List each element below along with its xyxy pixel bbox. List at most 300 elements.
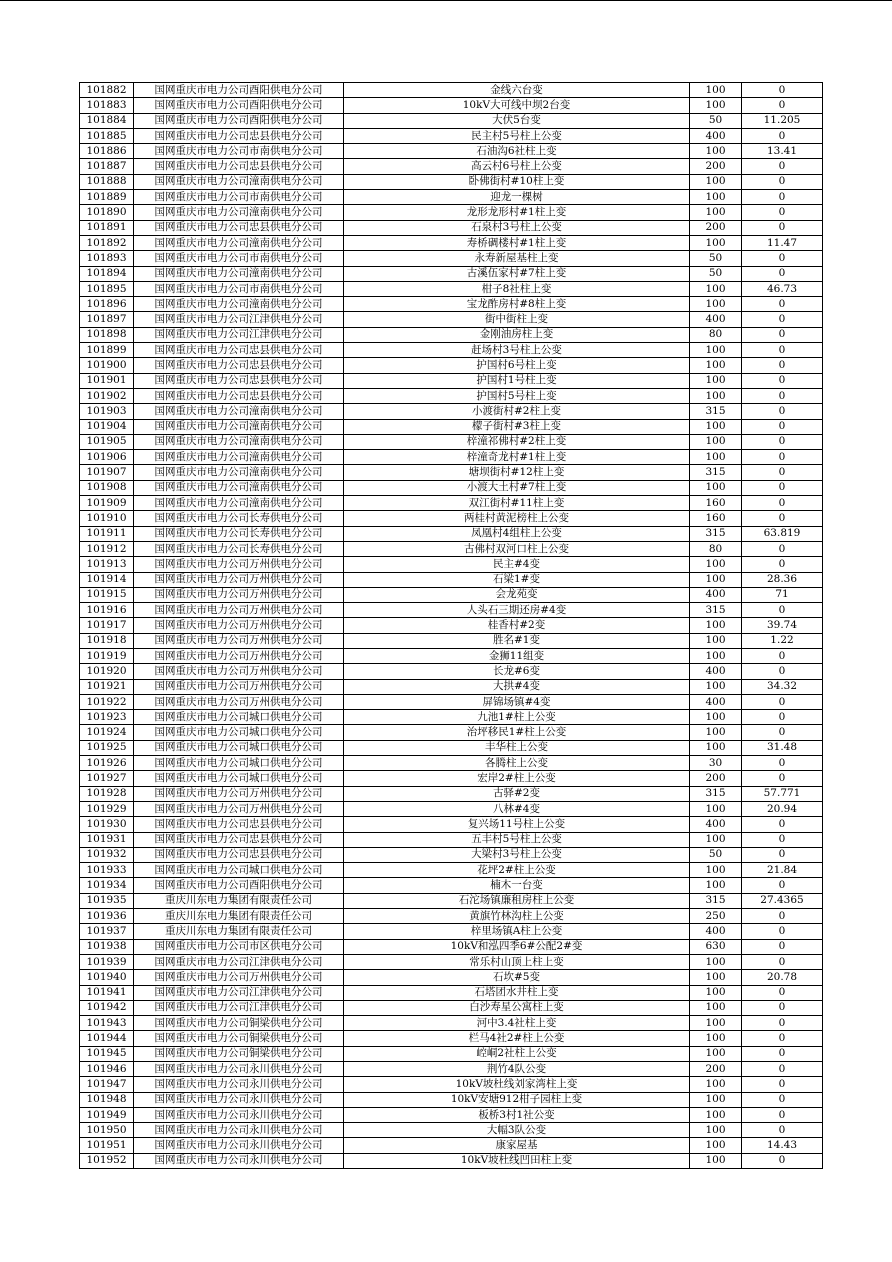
transformer-name-cell: 黄旗竹林沟柱上公变 bbox=[344, 909, 690, 924]
table-row bbox=[80, 541, 823, 556]
table-row bbox=[80, 771, 823, 786]
transformer-table bbox=[79, 82, 823, 1169]
company-cell: 国网重庆市电力公司永川供电分公司 bbox=[134, 1138, 344, 1153]
capacity-cell: 100 bbox=[690, 281, 742, 296]
value-cell: 0 bbox=[742, 1000, 823, 1015]
record-id-cell: 101934 bbox=[80, 878, 134, 893]
record-id-cell: 101899 bbox=[80, 343, 134, 358]
company-cell: 国网重庆市电力公司万州供电分公司 bbox=[134, 587, 344, 602]
capacity-cell: 100 bbox=[690, 419, 742, 434]
table-row bbox=[80, 1000, 823, 1015]
capacity-cell: 50 bbox=[690, 847, 742, 862]
value-cell: 0 bbox=[742, 480, 823, 495]
capacity-cell: 400 bbox=[690, 817, 742, 832]
company-cell: 国网重庆市电力公司忠县供电分公司 bbox=[134, 159, 344, 174]
transformer-name-cell: 护国村5号柱上变 bbox=[344, 388, 690, 403]
table-row bbox=[80, 1092, 823, 1107]
transformer-name-cell: 河中3.4社柱上变 bbox=[344, 1016, 690, 1031]
transformer-name-cell: 人头石三期还房#4变 bbox=[344, 603, 690, 618]
company-cell: 国网重庆市电力公司潼南供电分公司 bbox=[134, 496, 344, 511]
transformer-name-cell: 大梁村3号柱上公变 bbox=[344, 847, 690, 862]
capacity-cell: 100 bbox=[690, 450, 742, 465]
capacity-cell: 100 bbox=[690, 83, 742, 98]
record-id-cell: 101946 bbox=[80, 1062, 134, 1077]
value-cell: 57.771 bbox=[742, 786, 823, 801]
company-cell: 国网重庆市电力公司市南供电分公司 bbox=[134, 190, 344, 205]
record-id-cell: 101935 bbox=[80, 893, 134, 908]
capacity-cell: 100 bbox=[690, 801, 742, 816]
company-cell: 国网重庆市电力公司酉阳供电分公司 bbox=[134, 878, 344, 893]
company-cell: 国网重庆市电力公司江津供电分公司 bbox=[134, 985, 344, 1000]
value-cell: 0 bbox=[742, 98, 823, 113]
transformer-name-cell: 九池1#柱上公变 bbox=[344, 710, 690, 725]
value-cell: 0 bbox=[742, 388, 823, 403]
transformer-name-cell: 大拱#4变 bbox=[344, 679, 690, 694]
record-id-cell: 101890 bbox=[80, 205, 134, 220]
transformer-name-cell: 胜名#1变 bbox=[344, 633, 690, 648]
record-id-cell: 101948 bbox=[80, 1092, 134, 1107]
capacity-cell: 100 bbox=[690, 297, 742, 312]
table-row bbox=[80, 679, 823, 694]
capacity-cell: 100 bbox=[690, 1077, 742, 1092]
company-cell: 国网重庆市电力公司潼南供电分公司 bbox=[134, 266, 344, 281]
table-row bbox=[80, 98, 823, 113]
company-cell: 国网重庆市电力公司忠县供电分公司 bbox=[134, 388, 344, 403]
value-cell: 0 bbox=[742, 1123, 823, 1138]
record-id-cell: 101906 bbox=[80, 450, 134, 465]
value-cell: 0 bbox=[742, 541, 823, 556]
record-id-cell: 101897 bbox=[80, 312, 134, 327]
company-cell: 国网重庆市电力公司酉阳供电分公司 bbox=[134, 83, 344, 98]
table-row bbox=[80, 190, 823, 205]
company-cell: 国网重庆市电力公司万州供电分公司 bbox=[134, 786, 344, 801]
transformer-name-cell: 石油沟6社柱上变 bbox=[344, 144, 690, 159]
capacity-cell: 100 bbox=[690, 1016, 742, 1031]
record-id-cell: 101882 bbox=[80, 83, 134, 98]
capacity-cell: 100 bbox=[690, 1123, 742, 1138]
table-row bbox=[80, 113, 823, 128]
table-row bbox=[80, 327, 823, 342]
record-id-cell: 101920 bbox=[80, 664, 134, 679]
table-row bbox=[80, 863, 823, 878]
table-row bbox=[80, 740, 823, 755]
record-id-cell: 101917 bbox=[80, 618, 134, 633]
record-id-cell: 101932 bbox=[80, 847, 134, 862]
transformer-name-cell: 荆竹4队公变 bbox=[344, 1062, 690, 1077]
capacity-cell: 200 bbox=[690, 220, 742, 235]
record-id-cell: 101914 bbox=[80, 572, 134, 587]
table-row bbox=[80, 358, 823, 373]
table-row bbox=[80, 710, 823, 725]
table-row bbox=[80, 511, 823, 526]
capacity-cell: 315 bbox=[690, 404, 742, 419]
capacity-cell: 100 bbox=[690, 235, 742, 250]
record-id-cell: 101937 bbox=[80, 924, 134, 939]
company-cell: 国网重庆市电力公司长寿供电分公司 bbox=[134, 511, 344, 526]
capacity-cell: 100 bbox=[690, 1138, 742, 1153]
record-id-cell: 101936 bbox=[80, 909, 134, 924]
transformer-name-cell: 屏锦场镇#4变 bbox=[344, 694, 690, 709]
table-row bbox=[80, 251, 823, 266]
value-cell: 0 bbox=[742, 954, 823, 969]
capacity-cell: 100 bbox=[690, 725, 742, 740]
capacity-cell: 200 bbox=[690, 1062, 742, 1077]
record-id-cell: 101919 bbox=[80, 648, 134, 663]
table-row bbox=[80, 924, 823, 939]
record-id-cell: 101904 bbox=[80, 419, 134, 434]
table-row bbox=[80, 756, 823, 771]
transformer-name-cell: 宏岸2#柱上公变 bbox=[344, 771, 690, 786]
value-cell: 0 bbox=[742, 450, 823, 465]
capacity-cell: 100 bbox=[690, 190, 742, 205]
transformer-name-cell: 康家屋基 bbox=[344, 1138, 690, 1153]
capacity-cell: 100 bbox=[690, 1031, 742, 1046]
record-id-cell: 101892 bbox=[80, 235, 134, 250]
table-row bbox=[80, 144, 823, 159]
company-cell: 国网重庆市电力公司忠县供电分公司 bbox=[134, 128, 344, 143]
company-cell: 国网重庆市电力公司永川供电分公司 bbox=[134, 1077, 344, 1092]
value-cell: 0 bbox=[742, 312, 823, 327]
transformer-name-cell: 常乐村山顶上柱上变 bbox=[344, 954, 690, 969]
record-id-cell: 101928 bbox=[80, 786, 134, 801]
capacity-cell: 100 bbox=[690, 174, 742, 189]
capacity-cell: 100 bbox=[690, 144, 742, 159]
transformer-name-cell: 古溪伍家村#7柱上变 bbox=[344, 266, 690, 281]
transformer-name-cell: 石泉村3号柱上公变 bbox=[344, 220, 690, 235]
record-id-cell: 101921 bbox=[80, 679, 134, 694]
table-row bbox=[80, 817, 823, 832]
value-cell: 21.84 bbox=[742, 863, 823, 878]
record-id-cell: 101903 bbox=[80, 404, 134, 419]
value-cell: 0 bbox=[742, 985, 823, 1000]
capacity-cell: 100 bbox=[690, 358, 742, 373]
table-row bbox=[80, 587, 823, 602]
table-row bbox=[80, 83, 823, 98]
company-cell: 国网重庆市电力公司永川供电分公司 bbox=[134, 1107, 344, 1122]
record-id-cell: 101915 bbox=[80, 587, 134, 602]
capacity-cell: 100 bbox=[690, 1153, 742, 1168]
company-cell: 国网重庆市电力公司万州供电分公司 bbox=[134, 694, 344, 709]
transformer-name-cell: 板桥3村1社公变 bbox=[344, 1107, 690, 1122]
record-id-cell: 101931 bbox=[80, 832, 134, 847]
table-row bbox=[80, 1016, 823, 1031]
record-id-cell: 101942 bbox=[80, 1000, 134, 1015]
transformer-name-cell: 桂香村#2变 bbox=[344, 618, 690, 633]
record-id-cell: 101905 bbox=[80, 434, 134, 449]
table-row bbox=[80, 832, 823, 847]
table-row bbox=[80, 526, 823, 541]
transformer-name-cell: 丰华柱上公变 bbox=[344, 740, 690, 755]
capacity-cell: 100 bbox=[690, 343, 742, 358]
company-cell: 国网重庆市电力公司江津供电分公司 bbox=[134, 954, 344, 969]
transformer-name-cell: 古驿#2变 bbox=[344, 786, 690, 801]
value-cell: 0 bbox=[742, 939, 823, 954]
value-cell: 39.74 bbox=[742, 618, 823, 633]
capacity-cell: 100 bbox=[690, 740, 742, 755]
table-row bbox=[80, 235, 823, 250]
value-cell: 0 bbox=[742, 297, 823, 312]
company-cell: 国网重庆市电力公司忠县供电分公司 bbox=[134, 220, 344, 235]
company-cell: 国网重庆市电力公司万州供电分公司 bbox=[134, 664, 344, 679]
table-row bbox=[80, 174, 823, 189]
record-id-cell: 101926 bbox=[80, 756, 134, 771]
capacity-cell: 160 bbox=[690, 511, 742, 526]
table-row bbox=[80, 404, 823, 419]
transformer-name-cell: 10kV坡杜线刘家湾柱上变 bbox=[344, 1077, 690, 1092]
transformer-name-cell: 金线六台变 bbox=[344, 83, 690, 98]
company-cell: 国网重庆市电力公司万州供电分公司 bbox=[134, 801, 344, 816]
table-row bbox=[80, 801, 823, 816]
table-row bbox=[80, 985, 823, 1000]
transformer-name-cell: 永寿新屋基柱上变 bbox=[344, 251, 690, 266]
transformer-name-cell: 民主村5号柱上公变 bbox=[344, 128, 690, 143]
transformer-name-cell: 栏马4社2#柱上公变 bbox=[344, 1031, 690, 1046]
record-id-cell: 101907 bbox=[80, 465, 134, 480]
transformer-name-cell: 双江街村#11柱上变 bbox=[344, 496, 690, 511]
table-row bbox=[80, 786, 823, 801]
capacity-cell: 100 bbox=[690, 710, 742, 725]
company-cell: 国网重庆市电力公司潼南供电分公司 bbox=[134, 434, 344, 449]
value-cell: 0 bbox=[742, 159, 823, 174]
capacity-cell: 30 bbox=[690, 756, 742, 771]
transformer-name-cell: 金刚油房柱上变 bbox=[344, 327, 690, 342]
capacity-cell: 400 bbox=[690, 128, 742, 143]
table-row bbox=[80, 618, 823, 633]
capacity-cell: 80 bbox=[690, 541, 742, 556]
capacity-cell: 100 bbox=[690, 970, 742, 985]
table-row bbox=[80, 297, 823, 312]
company-cell: 重庆川东电力集团有限责任公司 bbox=[134, 909, 344, 924]
company-cell: 国网重庆市电力公司永川供电分公司 bbox=[134, 1062, 344, 1077]
table-row bbox=[80, 373, 823, 388]
table-row bbox=[80, 312, 823, 327]
record-id-cell: 101913 bbox=[80, 557, 134, 572]
table-body bbox=[80, 83, 823, 1169]
value-cell: 11.47 bbox=[742, 235, 823, 250]
transformer-name-cell: 卧佛街村#10柱上变 bbox=[344, 174, 690, 189]
company-cell: 国网重庆市电力公司铜梁供电分公司 bbox=[134, 1046, 344, 1061]
company-cell: 国网重庆市电力公司忠县供电分公司 bbox=[134, 832, 344, 847]
company-cell: 国网重庆市电力公司万州供电分公司 bbox=[134, 648, 344, 663]
record-id-cell: 101947 bbox=[80, 1077, 134, 1092]
record-id-cell: 101944 bbox=[80, 1031, 134, 1046]
value-cell: 0 bbox=[742, 404, 823, 419]
record-id-cell: 101893 bbox=[80, 251, 134, 266]
value-cell: 0 bbox=[742, 251, 823, 266]
company-cell: 国网重庆市电力公司万州供电分公司 bbox=[134, 572, 344, 587]
capacity-cell: 50 bbox=[690, 266, 742, 281]
transformer-name-cell: 迎龙一棵树 bbox=[344, 190, 690, 205]
value-cell: 0 bbox=[742, 694, 823, 709]
capacity-cell: 100 bbox=[690, 1107, 742, 1122]
page-top-border bbox=[0, 0, 892, 1]
table-row bbox=[80, 205, 823, 220]
company-cell: 国网重庆市电力公司铜梁供电分公司 bbox=[134, 1031, 344, 1046]
company-cell: 国网重庆市电力公司忠县供电分公司 bbox=[134, 817, 344, 832]
company-cell: 国网重庆市电力公司忠县供电分公司 bbox=[134, 847, 344, 862]
table-row bbox=[80, 1031, 823, 1046]
company-cell: 国网重庆市电力公司潼南供电分公司 bbox=[134, 450, 344, 465]
table-row bbox=[80, 1153, 823, 1168]
capacity-cell: 315 bbox=[690, 603, 742, 618]
capacity-cell: 100 bbox=[690, 863, 742, 878]
table-row bbox=[80, 939, 823, 954]
transformer-name-cell: 檬子街村#3柱上变 bbox=[344, 419, 690, 434]
transformer-name-cell: 古佛村双河口柱上公变 bbox=[344, 541, 690, 556]
table-row bbox=[80, 1107, 823, 1122]
table-row bbox=[80, 266, 823, 281]
value-cell: 0 bbox=[742, 1153, 823, 1168]
transformer-name-cell: 10kV大可线中坝2台变 bbox=[344, 98, 690, 113]
table-row bbox=[80, 664, 823, 679]
company-cell: 国网重庆市电力公司潼南供电分公司 bbox=[134, 404, 344, 419]
capacity-cell: 100 bbox=[690, 572, 742, 587]
capacity-cell: 250 bbox=[690, 909, 742, 924]
capacity-cell: 315 bbox=[690, 526, 742, 541]
value-cell: 0 bbox=[742, 174, 823, 189]
company-cell: 国网重庆市电力公司酉阳供电分公司 bbox=[134, 113, 344, 128]
transformer-name-cell: 梓里场镇A柱上公变 bbox=[344, 924, 690, 939]
table-row bbox=[80, 388, 823, 403]
capacity-cell: 630 bbox=[690, 939, 742, 954]
table-row bbox=[80, 343, 823, 358]
transformer-name-cell: 五丰村5号柱上公变 bbox=[344, 832, 690, 847]
company-cell: 国网重庆市电力公司城口供电分公司 bbox=[134, 710, 344, 725]
record-id-cell: 101896 bbox=[80, 297, 134, 312]
capacity-cell: 50 bbox=[690, 113, 742, 128]
table-row bbox=[80, 281, 823, 296]
value-cell: 0 bbox=[742, 128, 823, 143]
company-cell: 国网重庆市电力公司江津供电分公司 bbox=[134, 327, 344, 342]
transformer-name-cell: 民主#4变 bbox=[344, 557, 690, 572]
company-cell: 国网重庆市电力公司长寿供电分公司 bbox=[134, 526, 344, 541]
capacity-cell: 315 bbox=[690, 893, 742, 908]
table-row bbox=[80, 572, 823, 587]
transformer-name-cell: 10kV和泓四季6#公配2#变 bbox=[344, 939, 690, 954]
value-cell: 0 bbox=[742, 434, 823, 449]
value-cell: 0 bbox=[742, 190, 823, 205]
transformer-name-cell: 龙形龙形村#1柱上变 bbox=[344, 205, 690, 220]
company-cell: 国网重庆市电力公司忠县供电分公司 bbox=[134, 343, 344, 358]
company-cell: 国网重庆市电力公司潼南供电分公司 bbox=[134, 465, 344, 480]
capacity-cell: 400 bbox=[690, 312, 742, 327]
capacity-cell: 100 bbox=[690, 633, 742, 648]
value-cell: 20.94 bbox=[742, 801, 823, 816]
capacity-cell: 100 bbox=[690, 1092, 742, 1107]
value-cell: 71 bbox=[742, 587, 823, 602]
value-cell: 27.4365 bbox=[742, 893, 823, 908]
record-id-cell: 101891 bbox=[80, 220, 134, 235]
value-cell: 0 bbox=[742, 358, 823, 373]
capacity-cell: 100 bbox=[690, 878, 742, 893]
table-row bbox=[80, 480, 823, 495]
record-id-cell: 101933 bbox=[80, 863, 134, 878]
table-row bbox=[80, 847, 823, 862]
table-row bbox=[80, 633, 823, 648]
table-row bbox=[80, 725, 823, 740]
table-row bbox=[80, 496, 823, 511]
value-cell: 0 bbox=[742, 496, 823, 511]
capacity-cell: 100 bbox=[690, 985, 742, 1000]
capacity-cell: 200 bbox=[690, 771, 742, 786]
record-id-cell: 101922 bbox=[80, 694, 134, 709]
value-cell: 0 bbox=[742, 1016, 823, 1031]
record-id-cell: 101945 bbox=[80, 1046, 134, 1061]
record-id-cell: 101916 bbox=[80, 603, 134, 618]
record-id-cell: 101912 bbox=[80, 541, 134, 556]
record-id-cell: 101923 bbox=[80, 710, 134, 725]
transformer-name-cell: 石沱场镇廉租房柱上公变 bbox=[344, 893, 690, 908]
company-cell: 国网重庆市电力公司万州供电分公司 bbox=[134, 679, 344, 694]
record-id-cell: 101930 bbox=[80, 817, 134, 832]
value-cell: 0 bbox=[742, 909, 823, 924]
table-row bbox=[80, 909, 823, 924]
record-id-cell: 101929 bbox=[80, 801, 134, 816]
capacity-cell: 50 bbox=[690, 251, 742, 266]
table-row bbox=[80, 419, 823, 434]
company-cell: 国网重庆市电力公司潼南供电分公司 bbox=[134, 235, 344, 250]
company-cell: 国网重庆市电力公司永川供电分公司 bbox=[134, 1123, 344, 1138]
transformer-name-cell: 寿桥碉楼村#1柱上变 bbox=[344, 235, 690, 250]
company-cell: 国网重庆市电力公司潼南供电分公司 bbox=[134, 480, 344, 495]
transformer-name-cell: 护国村6号柱上变 bbox=[344, 358, 690, 373]
capacity-cell: 315 bbox=[690, 465, 742, 480]
table-row bbox=[80, 603, 823, 618]
record-id-cell: 101884 bbox=[80, 113, 134, 128]
company-cell: 国网重庆市电力公司万州供电分公司 bbox=[134, 618, 344, 633]
transformer-name-cell: 街中街柱上变 bbox=[344, 312, 690, 327]
company-cell: 国网重庆市电力公司潼南供电分公司 bbox=[134, 297, 344, 312]
capacity-cell: 100 bbox=[690, 480, 742, 495]
capacity-cell: 100 bbox=[690, 1000, 742, 1015]
transformer-name-cell: 10kV坡杜线凹田柱上变 bbox=[344, 1153, 690, 1168]
record-id-cell: 101918 bbox=[80, 633, 134, 648]
table-row bbox=[80, 893, 823, 908]
value-cell: 0 bbox=[742, 832, 823, 847]
capacity-cell: 400 bbox=[690, 664, 742, 679]
value-cell: 0 bbox=[742, 771, 823, 786]
value-cell: 0 bbox=[742, 1092, 823, 1107]
value-cell: 0 bbox=[742, 327, 823, 342]
table-row bbox=[80, 159, 823, 174]
transformer-name-cell: 崆峒2社柱上公变 bbox=[344, 1046, 690, 1061]
record-id-cell: 101938 bbox=[80, 939, 134, 954]
capacity-cell: 400 bbox=[690, 924, 742, 939]
record-id-cell: 101949 bbox=[80, 1107, 134, 1122]
transformer-name-cell: 梓潼奇龙村#1柱上变 bbox=[344, 450, 690, 465]
company-cell: 国网重庆市电力公司市南供电分公司 bbox=[134, 251, 344, 266]
company-cell: 国网重庆市电力公司长寿供电分公司 bbox=[134, 541, 344, 556]
capacity-cell: 100 bbox=[690, 557, 742, 572]
table-row bbox=[80, 434, 823, 449]
transformer-name-cell: 小渡大土村#7柱上变 bbox=[344, 480, 690, 495]
record-id-cell: 101894 bbox=[80, 266, 134, 281]
transformer-name-cell: 花坪2#柱上公变 bbox=[344, 863, 690, 878]
record-id-cell: 101951 bbox=[80, 1138, 134, 1153]
company-cell: 国网重庆市电力公司市南供电分公司 bbox=[134, 144, 344, 159]
value-cell: 0 bbox=[742, 83, 823, 98]
company-cell: 重庆川东电力集团有限责任公司 bbox=[134, 893, 344, 908]
value-cell: 34.32 bbox=[742, 679, 823, 694]
value-cell: 0 bbox=[742, 220, 823, 235]
transformer-name-cell: 梓潼祁佛村#2柱上变 bbox=[344, 434, 690, 449]
table-row bbox=[80, 970, 823, 985]
capacity-cell: 100 bbox=[690, 205, 742, 220]
transformer-name-cell: 小渡街村#2柱上变 bbox=[344, 404, 690, 419]
record-id-cell: 101925 bbox=[80, 740, 134, 755]
company-cell: 国网重庆市电力公司忠县供电分公司 bbox=[134, 373, 344, 388]
record-id-cell: 101889 bbox=[80, 190, 134, 205]
